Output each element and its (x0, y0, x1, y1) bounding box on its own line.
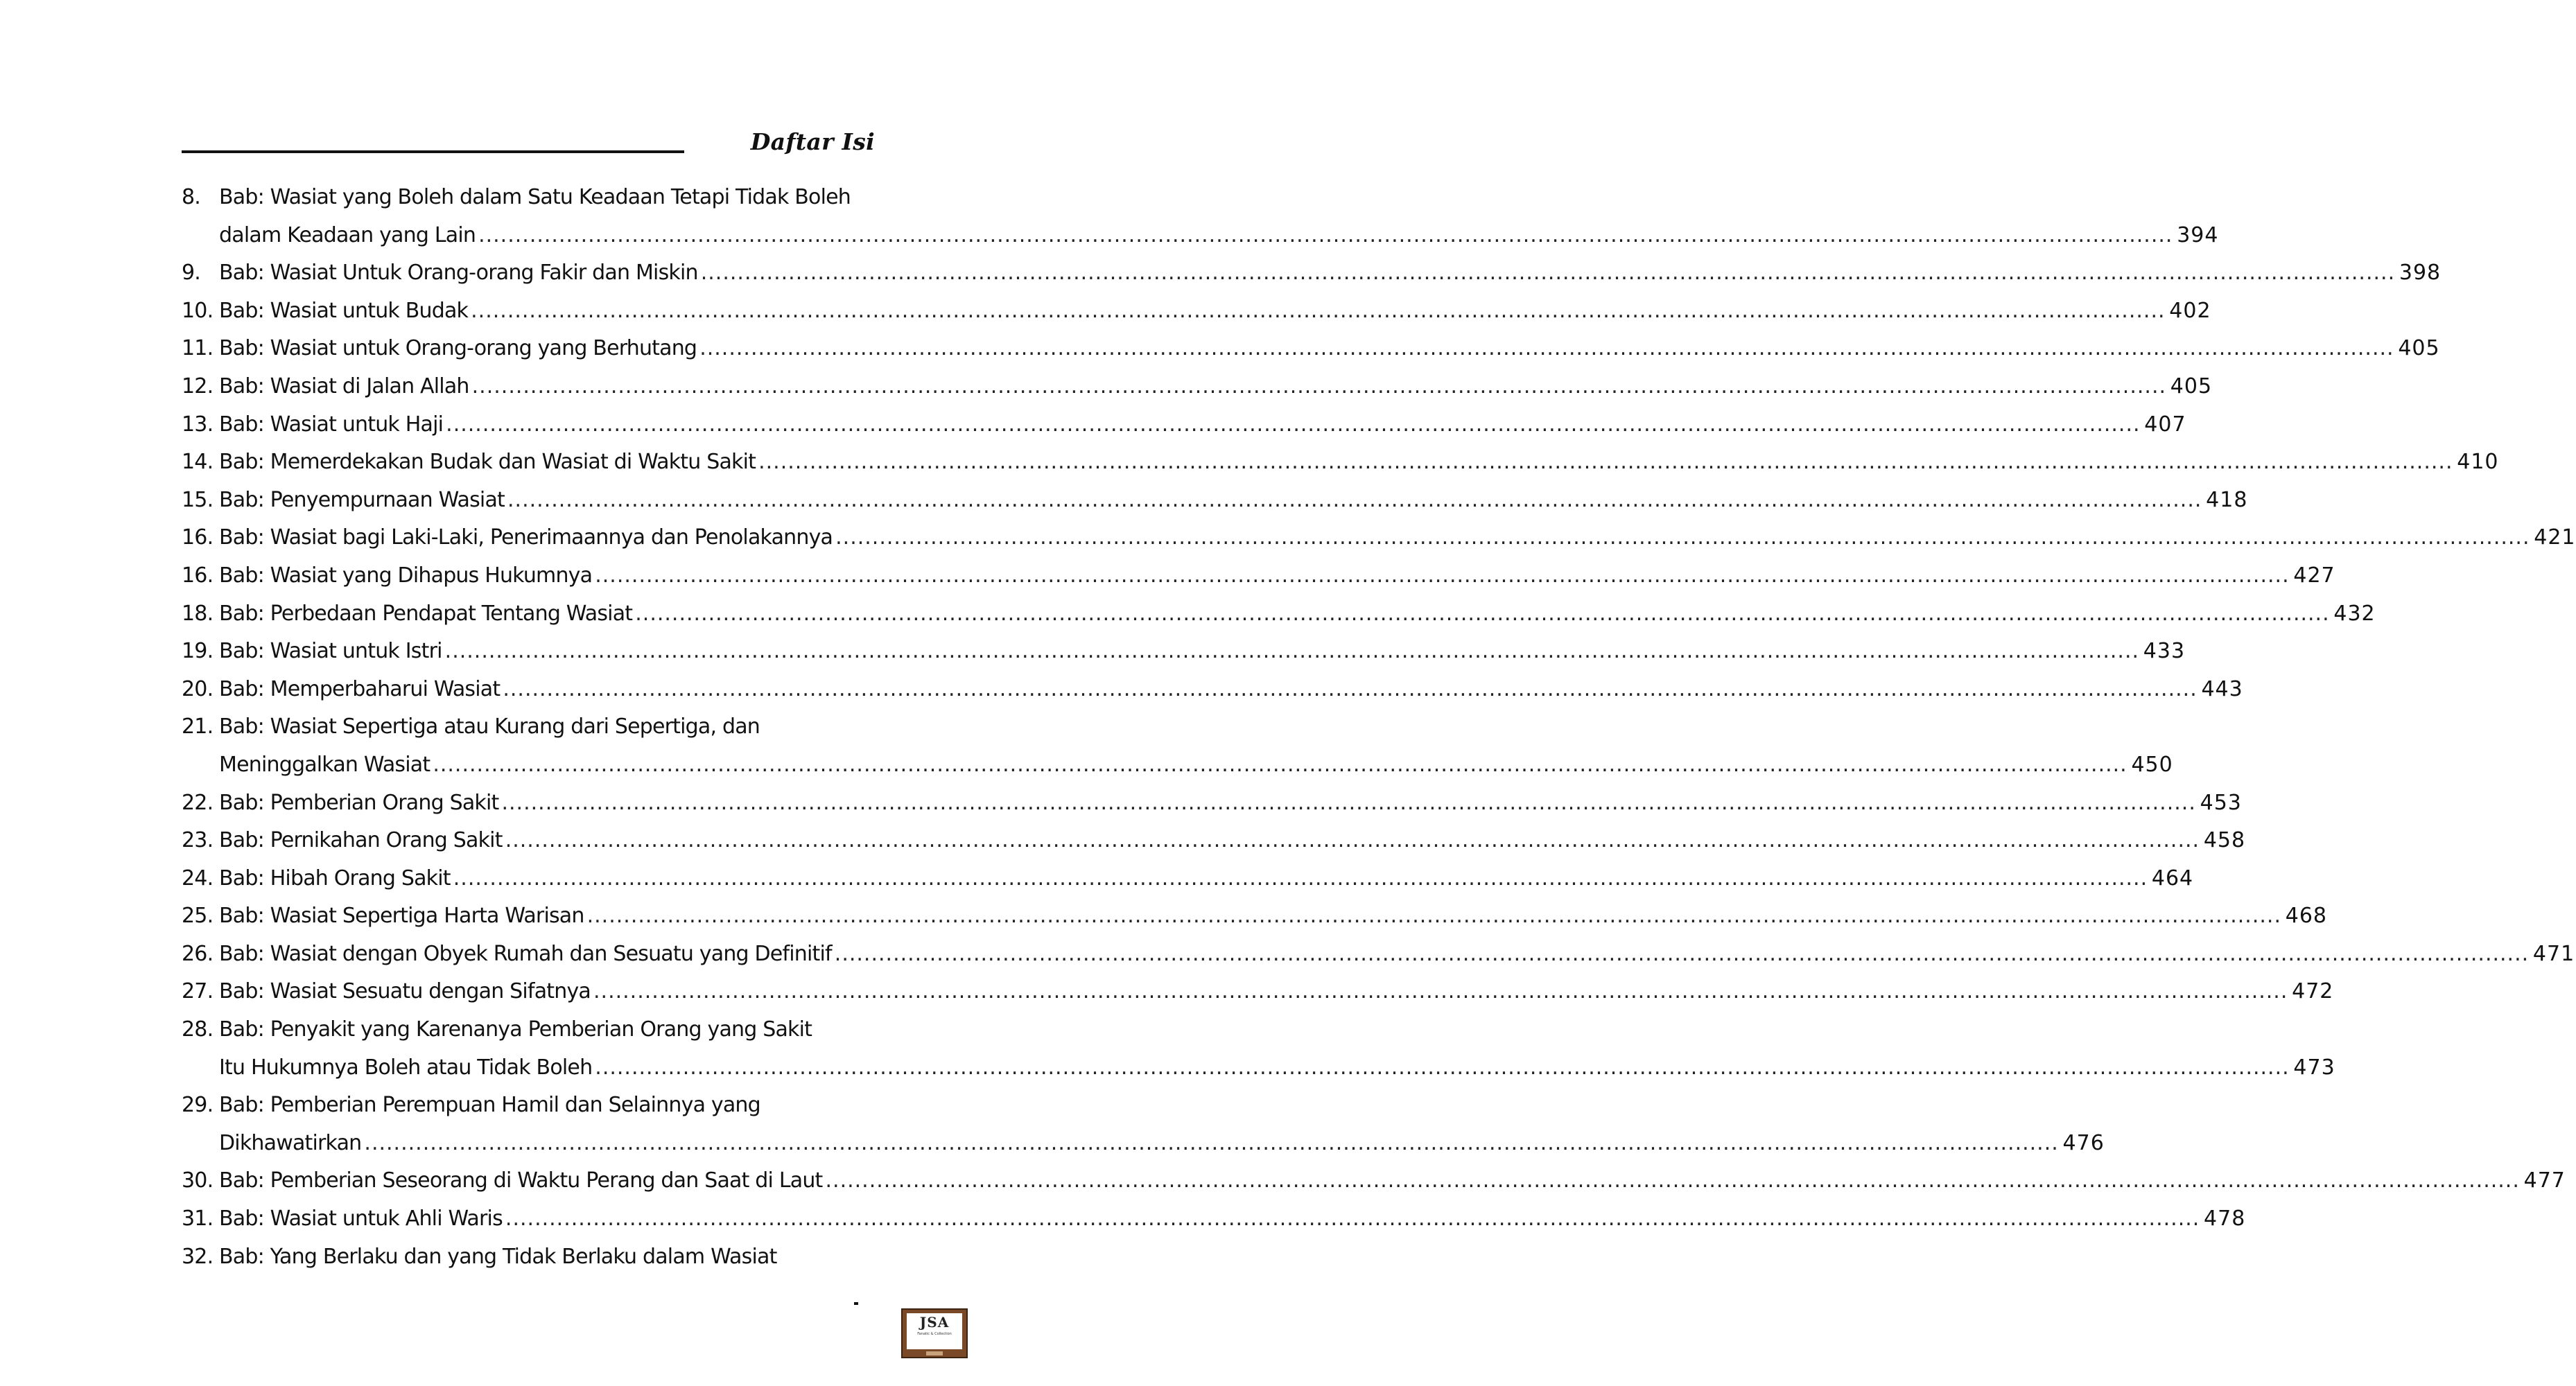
toc-entry-number: 28. (182, 1017, 214, 1042)
toc-entry-title: Bab: Wasiat bagi Laki-Laki, Penerimaannya dan Penolakannya (219, 525, 833, 550)
toc-entry-number: 12. (182, 374, 214, 398)
jsa-logo-stand (926, 1351, 943, 1356)
dot-leader (364, 1125, 2058, 1163)
toc-entry-line (182, 708, 875, 746)
dot-leader (445, 633, 2139, 671)
toc-entry-page: 394 (2177, 222, 2219, 247)
page-dot (854, 1302, 858, 1305)
toc-entry-line (182, 444, 2499, 482)
toc-entry-line (182, 217, 2219, 255)
toc-entry-number: 16. (182, 563, 214, 588)
toc-entry (182, 671, 2243, 709)
toc-entry-number: 27. (182, 979, 214, 1004)
dot-leader (503, 671, 2197, 709)
toc-entry-line (182, 633, 2186, 671)
toc-entry (182, 557, 2335, 595)
dot-leader (471, 292, 2165, 331)
toc-entry-title: Bab: Yang Berlaku dan yang Tidak Berlaku dalam Wasiat (219, 1244, 777, 1269)
toc-entry-line (182, 746, 2173, 784)
toc-entry-title: Bab: Penyempurnaan Wasiat (219, 487, 505, 512)
toc-entry-title: Bab: Memperbaharui Wasiat (219, 676, 501, 701)
toc-entry-title: Bab: Perbedaan Pendapat Tentang Wasiat (219, 601, 633, 626)
dot-leader (472, 368, 2166, 406)
dot-leader (758, 444, 2453, 482)
toc-entry-line (182, 822, 2246, 860)
toc-entry-title: Bab: Wasiat untuk Orang-orang yang Berhutang (219, 336, 697, 361)
toc-entry-title: Bab: Wasiat dengan Obyek Rumah dan Sesuatu yang Definitif (219, 941, 832, 966)
toc-entry-title: Bab: Pemberian Seseorang di Waktu Perang dan Saat di Laut (219, 1168, 823, 1193)
toc-entry-title: Meninggalkan Wasiat (219, 752, 430, 777)
jsa-logo-subtext: Fanatic & Collection (917, 1332, 952, 1336)
toc-entry-number: 29. (182, 1093, 214, 1118)
toc-entry (182, 1200, 2246, 1238)
toc-entry-page: 443 (2201, 676, 2243, 701)
toc-entry (182, 254, 2442, 292)
toc-entry (182, 406, 2186, 444)
dot-leader (505, 822, 2200, 860)
toc-entry-line (182, 1162, 2566, 1200)
toc-entry-title: Bab: Wasiat yang Boleh dalam Satu Keadaan Tetapi Tidak Boleh (219, 185, 851, 209)
toc-entry-number: 30. (182, 1168, 214, 1193)
dot-leader (507, 482, 2202, 520)
toc-entry-title: Bab: Wasiat Untuk Orang-orang Fakir dan Miskin (219, 261, 698, 286)
toc-entry (182, 482, 2248, 520)
dot-leader (835, 519, 2530, 557)
dot-leader (701, 254, 2395, 292)
toc-entry (182, 897, 2327, 936)
jsa-logo-screen (907, 1313, 962, 1349)
toc-entry-number: 19. (182, 639, 214, 664)
toc-entry-title: Dikhawatirkan (219, 1130, 362, 1155)
toc-entry-title: Bab: Hibah Orang Sakit (219, 866, 451, 891)
toc-entry-page: 476 (2062, 1130, 2105, 1155)
toc-entry (182, 1238, 875, 1277)
table-of-contents (182, 179, 2576, 1276)
toc-entry-page: 464 (2151, 866, 2194, 891)
toc-entry-line (182, 1049, 2335, 1087)
toc-entry-page: 398 (2399, 261, 2442, 286)
toc-entry-number: 31. (182, 1207, 214, 1231)
toc-entry-number: 16. (182, 525, 214, 550)
dot-leader (505, 1200, 2200, 1238)
toc-entry-line (182, 406, 2186, 444)
toc-entry-number: 10. (182, 298, 214, 323)
dot-leader (699, 330, 2394, 368)
toc-entry-title: Bab: Pemberian Orang Sakit (219, 790, 499, 815)
toc-entry-title: Bab: Wasiat Sesuatu dengan Sifatnya (219, 979, 591, 1004)
toc-entry-number: 20. (182, 676, 214, 701)
toc-entry-line (182, 860, 2194, 898)
toc-entry-line (182, 557, 2335, 595)
toc-entry-line (182, 254, 2442, 292)
toc-entry-number: 8. (182, 185, 201, 209)
toc-entry-page: 427 (2293, 563, 2335, 588)
toc-entry-page: 453 (2200, 790, 2242, 815)
dot-leader (635, 595, 2329, 633)
toc-entry-page: 418 (2206, 487, 2248, 512)
toc-entry (182, 822, 2246, 860)
toc-entry-number: 18. (182, 601, 214, 626)
toc-entry-page: 405 (2170, 374, 2213, 398)
toc-entry (182, 1087, 2105, 1162)
dot-leader (595, 557, 2289, 595)
toc-entry-line (182, 330, 2440, 368)
toc-entry-title: Bab: Memerdekakan Budak dan Wasiat di Waktu Sakit (219, 450, 756, 475)
toc-entry-number: 26. (182, 941, 214, 966)
toc-entry-page: 473 (2293, 1055, 2335, 1080)
toc-entry-page: 468 (2285, 904, 2327, 929)
dot-leader (593, 973, 2288, 1011)
dot-leader (453, 860, 2148, 898)
toc-entry (182, 784, 2242, 823)
toc-entry-page: 405 (2398, 336, 2440, 361)
toc-entry-line (182, 292, 2211, 331)
toc-entry-line (182, 1087, 875, 1125)
toc-entry-number: 15. (182, 487, 214, 512)
toc-entry (182, 292, 2211, 331)
toc-entry-title: Bab: Wasiat Sepertiga atau Kurang dari Sepertiga, dan (219, 714, 760, 739)
dot-leader (835, 936, 2529, 974)
toc-entry-line (182, 784, 2242, 823)
toc-entry-title: Bab: Wasiat untuk Haji (219, 412, 444, 437)
toc-entry-title: Bab: Pemberian Perempuan Hamil dan Selainnya yang (219, 1093, 760, 1118)
toc-entry-line (182, 671, 2243, 709)
toc-entry-page: 458 (2203, 828, 2246, 853)
toc-entry-title: Bab: Wasiat untuk Istri (219, 639, 442, 664)
dot-leader (433, 746, 2127, 784)
toc-entry (182, 936, 2575, 974)
toc-entry-line (182, 1200, 2246, 1238)
toc-entry-number: 21. (182, 714, 214, 739)
toc-entry-number: 11. (182, 336, 214, 361)
toc-entry-line (182, 368, 2213, 406)
toc-entry-number: 9. (182, 261, 201, 286)
toc-entry-title: dalam Keadaan yang Lain (219, 222, 476, 247)
toc-entry (182, 1162, 2566, 1200)
toc-entry (182, 330, 2440, 368)
toc-entry (182, 860, 2194, 898)
toc-entry (182, 519, 2576, 557)
dot-leader (587, 897, 2281, 936)
toc-entry-page: 478 (2204, 1207, 2246, 1231)
toc-entry-page: 433 (2143, 639, 2186, 664)
toc-entry-page: 472 (2292, 979, 2334, 1004)
dot-leader (826, 1162, 2520, 1200)
toc-entry-title: Bab: Wasiat di Jalan Allah (219, 374, 469, 398)
toc-entry-line (182, 519, 2576, 557)
toc-entry-line (182, 897, 2327, 936)
toc-entry-line (182, 973, 2334, 1011)
dot-leader (595, 1049, 2289, 1087)
toc-entry (182, 1011, 2335, 1087)
toc-entry (182, 708, 2173, 784)
toc-entry-page: 410 (2457, 450, 2499, 475)
toc-entry (182, 179, 2219, 254)
toc-entry-number: 14. (182, 450, 214, 475)
toc-entry-title: Bab: Wasiat untuk Budak (219, 298, 469, 323)
toc-entry-number: 22. (182, 790, 214, 815)
toc-entry-line (182, 1238, 875, 1277)
toc-entry-page: 407 (2144, 412, 2186, 437)
toc-entry (182, 368, 2213, 406)
dot-leader (478, 217, 2173, 255)
dot-leader (501, 784, 2195, 823)
toc-entry (182, 633, 2186, 671)
toc-entry-line (182, 1125, 2105, 1163)
toc-entry-page: 450 (2131, 752, 2173, 777)
dot-leader (446, 406, 2140, 444)
toc-entry (182, 595, 2376, 633)
toc-entry-line (182, 936, 2575, 974)
toc-entry-number: 13. (182, 412, 214, 437)
toc-entry-title: Bab: Wasiat untuk Ahli Waris (219, 1207, 503, 1231)
page-title: Daftar Isi (750, 128, 875, 155)
jsa-logo-text: JSA (919, 1314, 950, 1331)
toc-entry-line (182, 482, 2248, 520)
header-rule (182, 150, 684, 153)
toc-entry (182, 444, 2499, 482)
toc-entry-page: 402 (2169, 298, 2211, 323)
toc-entry-page: 477 (2523, 1168, 2566, 1193)
toc-entry-number: 24. (182, 866, 214, 891)
jsa-logo (901, 1308, 968, 1358)
toc-entry-page: 471 (2532, 941, 2575, 966)
toc-entry-number: 23. (182, 828, 214, 853)
toc-entry-number: 32. (182, 1244, 214, 1269)
toc-entry-title: Itu Hukumnya Boleh atau Tidak Boleh (219, 1055, 593, 1080)
toc-entry-title: Bab: Penyakit yang Karenanya Pemberian Orang yang Sakit (219, 1017, 812, 1042)
toc-entry-line (182, 179, 875, 217)
toc-entry-number: 25. (182, 904, 214, 929)
toc-entry-page: 432 (2333, 601, 2376, 626)
toc-entry-title: Bab: Wasiat yang Dihapus Hukumnya (219, 563, 593, 588)
toc-entry-line (182, 595, 2376, 633)
toc-entry (182, 973, 2334, 1011)
toc-entry-title: Bab: Pernikahan Orang Sakit (219, 828, 503, 853)
toc-entry-page: 421 (2534, 525, 2576, 550)
toc-entry-title: Bab: Wasiat Sepertiga Harta Warisan (219, 904, 584, 929)
toc-entry-line (182, 1011, 875, 1049)
